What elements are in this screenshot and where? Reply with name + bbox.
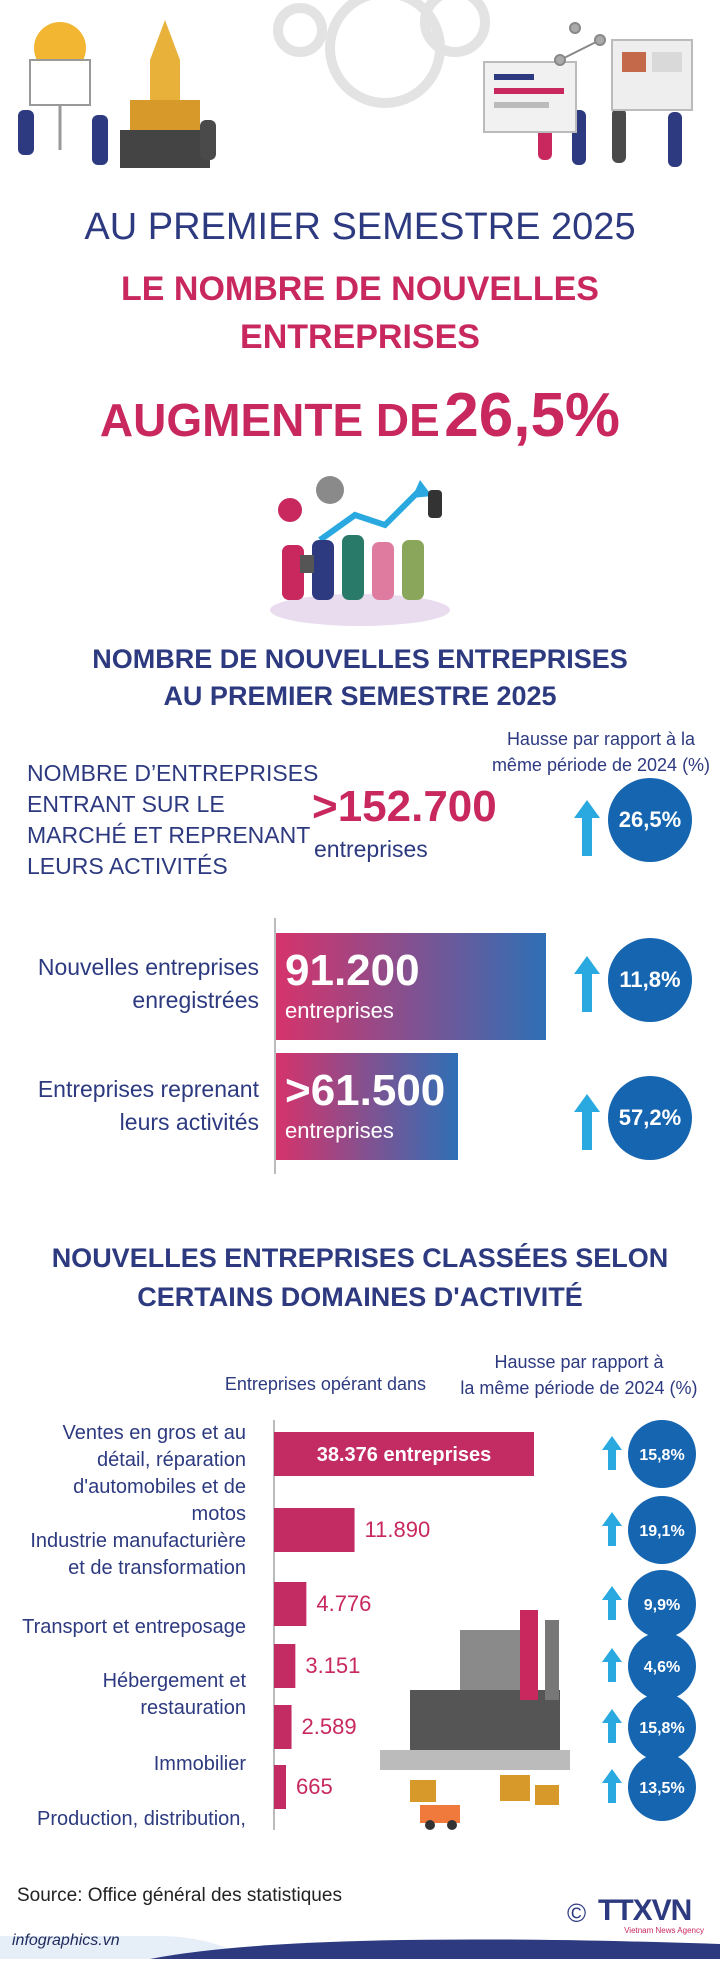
truck-icon bbox=[420, 1805, 460, 1830]
up-arrow-icon bbox=[574, 800, 600, 856]
activity-value-label: 11.890 bbox=[364, 1517, 431, 1542]
category-label-line: et de transformation bbox=[68, 1557, 246, 1579]
hausse-line-2: même période de 2024 (%) bbox=[491, 755, 711, 775]
growth-circle-total: 26,5% bbox=[608, 778, 692, 862]
hausse-line-2: la même période de 2024 (%) bbox=[460, 1378, 698, 1398]
total-label-line: MARCHÉ ET REPRENANT bbox=[27, 822, 311, 848]
gear-icon bbox=[278, 0, 485, 103]
activity-bar bbox=[274, 1705, 292, 1749]
activity-value-label: 2.589 bbox=[301, 1714, 357, 1739]
logo-text: TTXVN bbox=[598, 1894, 692, 1927]
up-arrow-icon bbox=[602, 1512, 622, 1546]
up-arrow-icon bbox=[602, 1769, 622, 1803]
section1-title-1: NOMBRE DE NOUVELLES ENTREPRISES bbox=[92, 644, 628, 674]
up-arrow-icon bbox=[602, 1436, 622, 1470]
growth-circle-resume: 57,2% bbox=[608, 1076, 692, 1160]
activity-bar bbox=[274, 1644, 295, 1688]
gear-icon bbox=[278, 476, 344, 522]
rocket-icon bbox=[120, 20, 210, 168]
activity-bar bbox=[274, 1582, 306, 1626]
bar-value-resume: >61.500 bbox=[285, 1066, 446, 1115]
activity-value-label: 4.776 bbox=[316, 1591, 372, 1616]
bar-label-resume bbox=[0, 1073, 259, 1139]
header-illustration bbox=[0, 0, 720, 200]
total-unit: entreprises bbox=[314, 836, 428, 862]
easel-icon bbox=[30, 60, 90, 150]
category-label-line: détail, réparation bbox=[97, 1449, 246, 1471]
copyright-symbol: © bbox=[567, 1898, 587, 1928]
growth-label: 13,5% bbox=[639, 1780, 685, 1797]
bar-label-new bbox=[0, 951, 259, 1017]
team-illustration bbox=[260, 470, 460, 630]
category-label-line: d'automobiles et de bbox=[73, 1476, 246, 1498]
growth-label: 15,8% bbox=[639, 1720, 685, 1737]
up-arrow-icon bbox=[602, 1709, 622, 1743]
chess-knight-icon bbox=[428, 490, 442, 518]
headline-line-2: ENTREPRISES bbox=[240, 318, 480, 356]
bar-unit-resume: entreprises bbox=[285, 1118, 394, 1143]
total-label bbox=[27, 758, 318, 882]
up-arrow-icon bbox=[602, 1648, 622, 1682]
category-label-line: Hébergement et bbox=[102, 1670, 246, 1692]
up-arrow-icon bbox=[574, 956, 600, 1012]
up-arrow-icon bbox=[574, 1094, 600, 1150]
activity-bar-chart bbox=[0, 1420, 720, 1840]
network-icon bbox=[555, 23, 605, 65]
headline-line-1: LE NOMBRE DE NOUVELLES bbox=[121, 270, 599, 308]
section1-title-2: AU PREMIER SEMESTRE 2025 bbox=[163, 681, 557, 711]
category-label-line: Production, distribution, bbox=[36, 1808, 246, 1830]
bar-label-line: leurs activités bbox=[119, 1109, 259, 1135]
bar-label-line: Nouvelles entreprises bbox=[37, 954, 259, 980]
calculator-icon bbox=[300, 555, 314, 573]
growth-label: 19,1% bbox=[639, 1523, 685, 1540]
category-label-line: Immobilier bbox=[153, 1753, 246, 1775]
hausse-line-1: Hausse par rapport à bbox=[494, 1352, 664, 1372]
bar-unit-new: entreprises bbox=[285, 998, 394, 1023]
headline-line-3 bbox=[0, 380, 720, 451]
headline-value: 26,5% bbox=[444, 381, 621, 450]
logo-sub: Vietnam News Agency bbox=[624, 1926, 704, 1935]
growth-label: 9,9% bbox=[643, 1597, 681, 1614]
section1-hausse-header bbox=[488, 726, 714, 778]
page-title: AU PREMIER SEMESTRE 2025 bbox=[84, 206, 636, 248]
bar-label-line: enregistrées bbox=[132, 987, 259, 1013]
category-label-line: Transport et entreposage bbox=[22, 1616, 246, 1638]
activity-bar bbox=[274, 1508, 355, 1552]
activity-value-label: 38.376 entreprises bbox=[316, 1444, 492, 1466]
total-value: >152.700 bbox=[312, 782, 497, 831]
total-label-line: NOMBRE D’ENTREPRISES bbox=[27, 760, 319, 786]
hausse-line-1: Hausse par rapport à la bbox=[506, 729, 696, 749]
total-label-line: LEURS ACTIVITÉS bbox=[27, 853, 228, 879]
growth-circle-new: 11,8% bbox=[608, 938, 692, 1022]
bar-value-new: 91.200 bbox=[285, 946, 420, 995]
total-label-line: ENTRANT SUR LE bbox=[27, 791, 225, 817]
dashboard-screen-icon bbox=[484, 40, 692, 132]
headline-prefix: AUGMENTE DE bbox=[99, 394, 440, 446]
section2-title-2: CERTAINS DOMAINES D'ACTIVITÉ bbox=[137, 1282, 583, 1312]
section2-hausse-header bbox=[440, 1349, 718, 1401]
footer-band bbox=[0, 1922, 720, 1959]
source-text: Source: Office général des statistiques bbox=[17, 1885, 342, 1906]
activity-value-label: 665 bbox=[296, 1774, 333, 1799]
growth-label: 4,6% bbox=[643, 1659, 681, 1676]
factory-illustration bbox=[370, 1600, 590, 1830]
category-label-line: Industrie manufacturière bbox=[30, 1530, 246, 1552]
col-left-header: Entreprises opérant dans bbox=[224, 1374, 426, 1394]
site-link[interactable]: infographics.vn bbox=[12, 1932, 120, 1949]
bar-label-line: Entreprises reprenant bbox=[37, 1076, 259, 1102]
up-arrow-icon bbox=[602, 1586, 622, 1620]
category-label-line: restauration bbox=[140, 1697, 246, 1719]
activity-value-label: 3.151 bbox=[305, 1653, 361, 1678]
people-illustration bbox=[18, 105, 682, 167]
section2-title-1: NOUVELLES ENTREPRISES CLASSÉES SELON bbox=[51, 1243, 669, 1273]
growth-label: 15,8% bbox=[639, 1447, 685, 1464]
people-group-icon bbox=[282, 535, 424, 600]
category-label-line: motos bbox=[191, 1503, 246, 1525]
activity-bar bbox=[274, 1765, 286, 1809]
category-label-line: Ventes en gros et au bbox=[62, 1422, 246, 1444]
